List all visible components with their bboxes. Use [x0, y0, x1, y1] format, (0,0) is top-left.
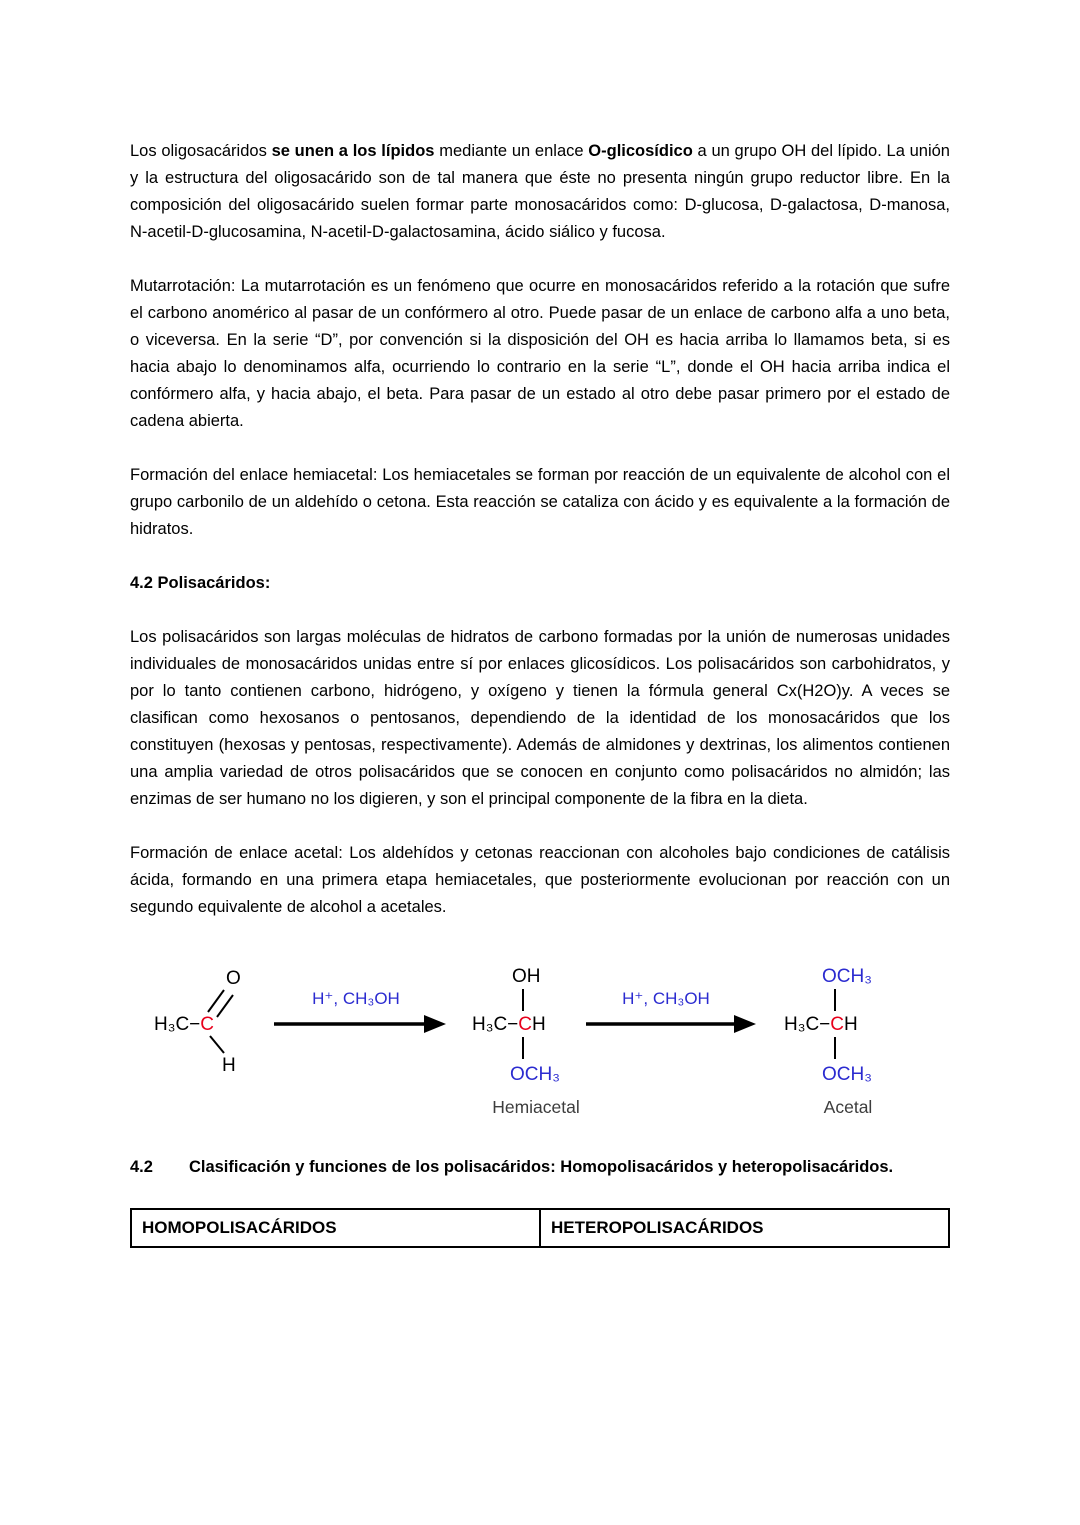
molecule-hemiacetal: [472, 966, 580, 1117]
acetal-carbon: C: [830, 1014, 845, 1035]
hemiacetal-formula: [472, 1014, 546, 1035]
heading-polisacaridos: 4.2 Polisacáridos:: [130, 574, 271, 592]
table-header-row: [131, 1209, 949, 1247]
acetal-och3-bottom: OCH₃: [822, 1064, 872, 1085]
molecule-acetal: [784, 966, 872, 1117]
paragraph-mutarrotacion: Mutarrotación: La mutarrotación es un fenómeno que ocurre en monosacáridos referido a la rotación que sufre el carbono anomérico al pasar de un confórmero al otro. Puede pasar de un enlace de carbono alfa a uno beta, o viceversa. En la serie “D”, por convención si la disposición del OH es hacia arriba lo llamamos beta, si es hacia abajo lo denominamos alfa, ocurriendo lo contrario en la serie “L”, donde el OH hacia arriba indica el confórmero alfa, y hacia abajo, el beta. Para pasar de un estado al otro debe pasar primero por el estado de cadena abierta.: [130, 277, 950, 430]
hemiacetal-och3: OCH₃: [510, 1064, 560, 1085]
molecule-acetaldehyde: [154, 968, 241, 1076]
acetal-och3-top: OCH₃: [822, 966, 872, 987]
hemiacetal-label: Hemiacetal: [492, 1097, 580, 1117]
acetaldehyde-carbon: C: [200, 1014, 215, 1035]
heading-clasificacion-text: Clasificación y funciones de los polisacáridos: Homopolisacáridos y heteropolisacáridos.: [188, 1158, 894, 1176]
paragraph-polisacaridos: Los polisacáridos son largas moléculas de hidratos de carbono formadas por la unión de numerosas unidades individuales de monosacáridos unidas entre sí por enlaces glicosídicos. Los polisacáridos son carbohidratos, y por lo tanto contienen carbono, hidrógeno, y oxígeno y tienen la fórmula general Cx(H2O)y. A veces se clasifican como hexosanos o pentosanos, dependiendo de la identidad de los monosacáridos que los constituyen (hexosas y pentosas, respectivamente). Además de almidones y dextrinas, los alimentos contienen una amplia variedad de otros polisacáridos que se conocen en conjunto como polisacáridos no almidón; las enzimas de ser humano no los digieren, y son el principal componente de la fibra en la dieta.: [130, 628, 950, 808]
p1-part-3: mediante un enlace: [434, 142, 589, 160]
table-header-heteropolisacaridos: HETEROPOLISACÁRIDOS: [540, 1209, 949, 1247]
double-bond-line-1: [208, 990, 224, 1012]
p1-part-1: Los oligosacáridos: [130, 142, 272, 160]
reaction-diagram: [144, 948, 950, 1128]
acetal-formation-scheme: [144, 948, 924, 1123]
arrow-1-reagent-label: H⁺, CH₃OH: [312, 989, 400, 1008]
classification-table: [130, 1208, 950, 1248]
reaction-arrow-2: [586, 989, 756, 1033]
acetaldehyde-h3c: H₃C−: [154, 1014, 201, 1035]
hemiacetal-oh: OH: [512, 966, 541, 987]
p1-bold-o-glicosidico: O-glicosídico: [588, 142, 693, 160]
acetaldehyde-formula: [154, 1014, 214, 1035]
paragraph-oligosacaridos: [130, 138, 950, 246]
acetal-h: H: [844, 1014, 858, 1035]
heading-clasificacion-number: 4.2: [130, 1158, 153, 1176]
paragraph-enlace-acetal: Formación de enlace acetal: Los aldehídos y cetonas reaccionan con alcoholes bajo condiciones de catálisis ácida, formando en una primera etapa hemiacetales, que posteriormente evolucionan por reacción con un segundo equivalente de alcohol a acetales.: [130, 844, 950, 916]
acetal-formula: [784, 1014, 858, 1035]
hemiacetal-h: H: [532, 1014, 546, 1035]
acetaldehyde-oxygen: O: [226, 968, 241, 989]
hemiacetal-carbon: C: [518, 1014, 533, 1035]
table-header-homopolisacaridos: HOMOPOLISACÁRIDOS: [131, 1209, 540, 1247]
single-bond-h: [210, 1036, 224, 1053]
arrow-1-head: [424, 1015, 446, 1033]
heading-clasificacion: [130, 1154, 950, 1181]
arrow-2-reagent-label: H⁺, CH₃OH: [622, 989, 710, 1008]
paragraph-enlace-hemiacetal: Formación del enlace hemiacetal: Los hemiacetales se forman por reacción de un equivalente de alcohol con el grupo carbonilo de un aldehído o cetona. Esta reacción se cataliza con ácido y es equivalente a la formación de hidratos.: [130, 466, 950, 538]
p1-bold-se-unen: se unen a los lípidos: [271, 142, 435, 160]
hemiacetal-h3c: H₃C−: [472, 1014, 519, 1035]
acetaldehyde-hydrogen: H: [222, 1055, 236, 1076]
reaction-arrow-1: [274, 989, 446, 1033]
double-bond-line-2: [217, 995, 233, 1017]
acetal-label: Acetal: [823, 1097, 873, 1117]
p1-part-5: a un grupo OH del lípido. La unión y la estructura del oligosacárido son de tal manera que éste no presenta ningún grupo reductor libre. En la composición del oligosacárido suelen formar parte monosacáridos como: D-glucosa, D-galactosa, D-manosa, N-acetil-D-glucosamina, N-acetil-D-galactosamina, ácido siálico y fucosa.: [130, 142, 950, 241]
acetal-h3c: H₃C−: [784, 1014, 831, 1035]
arrow-2-head: [734, 1015, 756, 1033]
